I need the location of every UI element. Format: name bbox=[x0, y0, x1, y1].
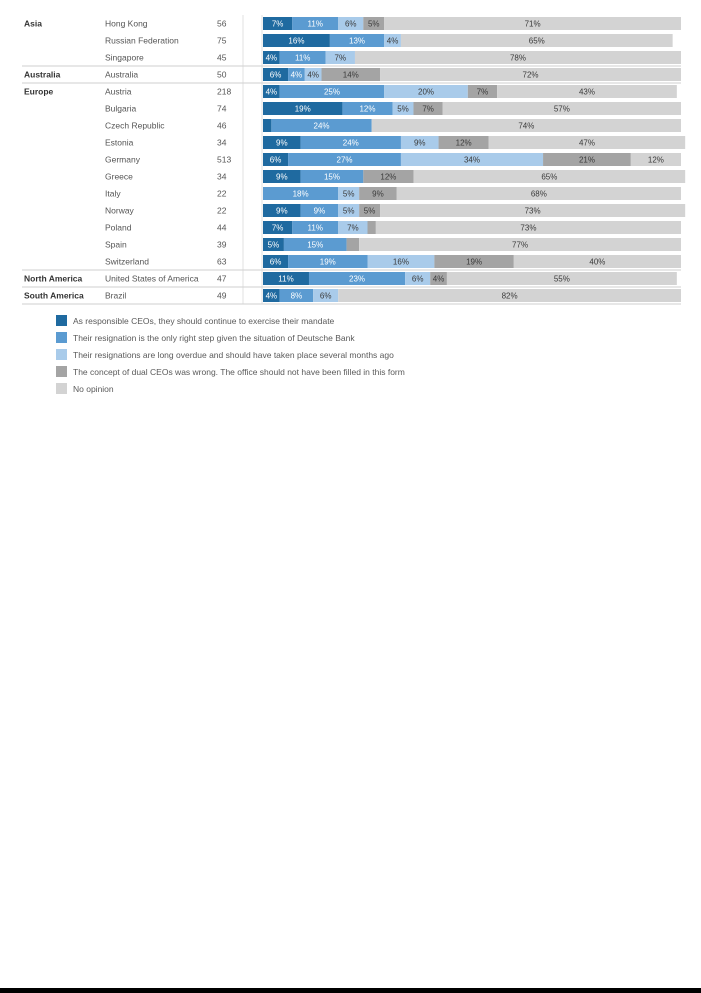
data-label: 74% bbox=[518, 121, 535, 131]
data-label: 7% bbox=[347, 223, 359, 233]
data-label: 27% bbox=[336, 155, 353, 165]
data-label: 7% bbox=[422, 104, 434, 114]
data-label: 11% bbox=[278, 274, 294, 284]
country-label: Singapore bbox=[105, 52, 144, 63]
region-label: Australia bbox=[24, 69, 61, 80]
region-label: South America bbox=[24, 290, 84, 301]
country-label: Austria bbox=[105, 86, 132, 97]
data-label: 6% bbox=[269, 70, 282, 80]
data-label: 19% bbox=[466, 257, 483, 267]
data-label: 4% bbox=[265, 291, 278, 301]
sample-size: 22 bbox=[217, 205, 227, 216]
country-label: Hong Kong bbox=[105, 18, 148, 29]
sample-size: 218 bbox=[217, 86, 232, 97]
legend-swatch bbox=[56, 349, 67, 360]
data-label: 5% bbox=[267, 240, 280, 250]
sample-size: 45 bbox=[217, 52, 227, 63]
legend-label: The concept of dual CEOs was wrong. The office should not have been filled in this form bbox=[73, 366, 405, 377]
data-label: 19% bbox=[319, 257, 336, 267]
region-label: North America bbox=[24, 273, 83, 284]
country-label: Switzerland bbox=[105, 256, 149, 267]
sample-size: 49 bbox=[217, 290, 227, 301]
data-label: 40% bbox=[589, 257, 606, 267]
legend-swatch bbox=[56, 332, 67, 343]
legend-label: Their resignations are long overdue and should have taken place several months ago bbox=[73, 349, 394, 360]
data-label: 12% bbox=[359, 104, 376, 114]
data-label: 16% bbox=[288, 36, 305, 46]
data-label: 47% bbox=[578, 138, 595, 148]
data-label: 9% bbox=[313, 206, 326, 216]
data-label: 6% bbox=[269, 155, 282, 165]
data-label: 13% bbox=[349, 36, 366, 46]
data-label: 24% bbox=[313, 121, 330, 131]
data-label: 68% bbox=[530, 189, 547, 199]
data-label: 71% bbox=[524, 19, 541, 29]
data-label: 4% bbox=[307, 70, 319, 80]
legend-swatch bbox=[56, 383, 67, 394]
data-label: 14% bbox=[342, 70, 359, 80]
data-label: 57% bbox=[553, 104, 570, 114]
data-label: 18% bbox=[292, 189, 309, 199]
legend-item bbox=[56, 380, 405, 397]
legend-item bbox=[56, 346, 405, 363]
legend bbox=[56, 312, 405, 397]
country-label: Estonia bbox=[105, 137, 134, 148]
data-label: 11% bbox=[294, 53, 311, 63]
sample-size: 34 bbox=[217, 137, 227, 148]
sample-size: 63 bbox=[217, 256, 227, 267]
sample-size: 513 bbox=[217, 154, 232, 165]
data-label: 21% bbox=[578, 155, 595, 165]
legend-item bbox=[56, 329, 405, 346]
bar-segment bbox=[347, 238, 360, 251]
data-label: 5% bbox=[367, 19, 380, 29]
stacked-bar-chart bbox=[0, 0, 701, 310]
data-label: 5% bbox=[342, 206, 355, 216]
country-label: Poland bbox=[105, 222, 132, 233]
page-bottom-rule bbox=[0, 988, 701, 993]
data-label: 43% bbox=[578, 87, 595, 97]
legend-item bbox=[56, 312, 405, 329]
country-label: Australia bbox=[105, 69, 139, 80]
region-label: Asia bbox=[24, 18, 42, 29]
data-label: 11% bbox=[307, 19, 323, 29]
data-label: 5% bbox=[342, 189, 355, 199]
data-label: 9% bbox=[372, 189, 384, 199]
data-label: 12% bbox=[647, 155, 664, 165]
sample-size: 34 bbox=[217, 171, 227, 182]
data-label: 11% bbox=[307, 223, 323, 233]
data-label: 7% bbox=[476, 87, 489, 97]
sample-size: 56 bbox=[217, 18, 227, 29]
data-label: 24% bbox=[342, 138, 359, 148]
data-label: 7% bbox=[271, 223, 284, 233]
data-label: 4% bbox=[265, 53, 278, 63]
data-label: 20% bbox=[418, 87, 435, 97]
data-label: 55% bbox=[553, 274, 570, 284]
data-label: 34% bbox=[463, 155, 481, 165]
bar-segment bbox=[263, 119, 271, 132]
legend-swatch bbox=[56, 315, 67, 326]
data-label: 8% bbox=[290, 291, 303, 301]
data-label: 82% bbox=[501, 291, 518, 301]
country-label: Germany bbox=[105, 154, 140, 165]
data-label: 4% bbox=[386, 36, 399, 46]
country-label: Italy bbox=[105, 188, 121, 199]
data-label: 5% bbox=[363, 206, 376, 216]
legend-swatch bbox=[56, 366, 67, 377]
sample-size: 47 bbox=[217, 273, 227, 284]
sample-size: 46 bbox=[217, 120, 227, 131]
data-label: 77% bbox=[512, 240, 529, 250]
data-label: 4% bbox=[290, 70, 303, 80]
data-label: 25% bbox=[323, 87, 340, 97]
region-label: Europe bbox=[24, 86, 54, 97]
data-label: 7% bbox=[334, 53, 347, 63]
data-label: 9% bbox=[276, 172, 288, 182]
country-label: Czech Republic bbox=[105, 120, 165, 131]
data-label: 9% bbox=[276, 206, 288, 216]
legend-label: As responsible CEOs, they should continue to exercise their mandate bbox=[73, 315, 335, 326]
data-label: 9% bbox=[413, 138, 426, 148]
data-label: 6% bbox=[411, 274, 424, 284]
country-label: Russian Federation bbox=[105, 35, 179, 46]
data-label: 65% bbox=[541, 172, 558, 182]
sample-size: 75 bbox=[217, 35, 227, 46]
data-label: 72% bbox=[522, 70, 539, 80]
country-label: Bulgaria bbox=[105, 103, 137, 114]
legend-label: Their resignation is the only right step given the situation of Deutsche Bank bbox=[73, 332, 355, 343]
data-label: 6% bbox=[344, 19, 357, 29]
legend-item bbox=[56, 363, 405, 380]
data-label: 65% bbox=[528, 36, 545, 46]
data-label: 12% bbox=[455, 138, 472, 148]
data-label: 5% bbox=[397, 104, 409, 114]
data-label: 73% bbox=[520, 223, 537, 233]
sample-size: 50 bbox=[217, 69, 227, 80]
legend-label: No opinion bbox=[73, 383, 114, 394]
sample-size: 44 bbox=[217, 222, 227, 233]
sample-size: 22 bbox=[217, 188, 227, 199]
country-label: Spain bbox=[105, 239, 127, 250]
data-label: 9% bbox=[276, 138, 288, 148]
data-label: 23% bbox=[349, 274, 366, 284]
country-label: United States of America bbox=[105, 273, 199, 284]
data-label: 12% bbox=[380, 172, 397, 182]
data-label: 78% bbox=[509, 53, 526, 63]
data-label: 4% bbox=[432, 274, 445, 284]
data-label: 16% bbox=[392, 257, 409, 267]
data-label: 15% bbox=[307, 240, 324, 250]
data-label: 73% bbox=[524, 206, 541, 216]
data-label: 19% bbox=[294, 104, 311, 114]
sample-size: 74 bbox=[217, 103, 227, 114]
bar-segment bbox=[368, 221, 376, 234]
country-label: Norway bbox=[105, 205, 134, 216]
data-label: 6% bbox=[269, 257, 282, 267]
data-label: 4% bbox=[265, 87, 278, 97]
country-label: Brazil bbox=[105, 290, 127, 301]
sample-size: 39 bbox=[217, 239, 227, 250]
data-label: 6% bbox=[319, 291, 332, 301]
data-label: 15% bbox=[323, 172, 340, 182]
data-label: 7% bbox=[271, 19, 284, 29]
country-label: Greece bbox=[105, 171, 133, 182]
